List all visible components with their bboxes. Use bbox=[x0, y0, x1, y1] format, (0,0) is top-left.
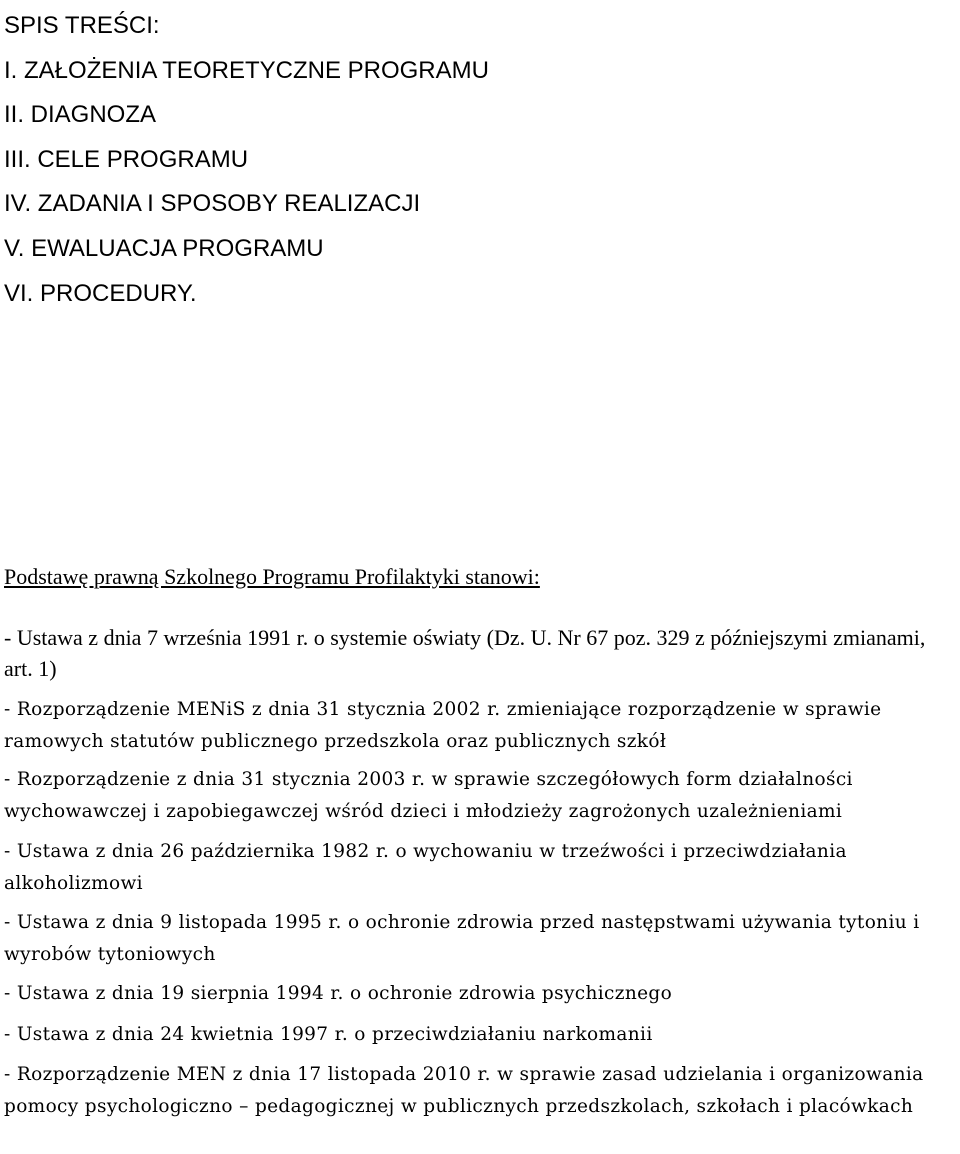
toc-item-2: II. DIAGNOZA bbox=[4, 101, 157, 129]
legal-entry-5: - Ustawa z dnia 9 listopada 1995 r. o ochronie zdrowia przed następstwami używania tytoniu i wyrobów tytoniowych bbox=[4, 912, 920, 965]
toc-title: SPIS TREŚCI: bbox=[4, 12, 160, 39]
toc-item-3: III. CELE PROGRAMU bbox=[4, 145, 249, 173]
legal-entry-2: - Rozporządzenie MENiS z dnia 31 stycznia 2002 r. zmieniające rozporządzenie w sprawie ramowych statutów publicznego przedszkola oraz publicznych szkół bbox=[4, 699, 882, 752]
legal-entry-4: - Ustawa z dnia 26 października 1982 r. o wychowaniu w trzeźwości i przeciwdziałania alkoholizmowi bbox=[4, 841, 847, 894]
toc-item-4: IV. ZADANIA I SPOSOBY REALIZACJI bbox=[4, 190, 421, 218]
legal-entry-6: - Ustawa z dnia 19 sierpnia 1994 r. o ochronie zdrowia psychicznego bbox=[4, 983, 673, 1004]
toc-item-6: VI. PROCEDURY. bbox=[4, 279, 197, 307]
toc-item-5: V. EWALUACJA PROGRAMU bbox=[4, 234, 324, 262]
table-of-contents bbox=[4, 4, 489, 316]
legal-basis-heading: Podstawę prawną Szkolnego Programu Profilaktyki stanowi: bbox=[4, 564, 540, 589]
legal-entry-7: - Ustawa z dnia 24 kwietnia 1997 r. o przeciwdziałaniu narkomanii bbox=[4, 1024, 653, 1045]
toc-item-1: I. ZAŁOŻENIA TEORETYCZNE PROGRAMU bbox=[4, 56, 489, 84]
legal-entry-3: - Rozporządzenie z dnia 31 stycznia 2003 r. w sprawie szczegółowych form działalności wychowawczej i zapobiegawczej wśród dzieci i młodzieży zagrożonych uzależnieniami bbox=[4, 769, 853, 822]
legal-entry-8: - Rozporządzenie MEN z dnia 17 listopada 2010 r. w sprawie zasad udzielania i organizowania pomocy psychologiczno – pedagogicznej w publicznych przedszkolach, szkołach i placówkach bbox=[4, 1064, 924, 1117]
legal-entry-1: - Ustawa z dnia 7 września 1991 r. o systemie oświaty (Dz. U. Nr 67 poz. 329 z późniejszymi zmianami, art. 1) bbox=[4, 625, 926, 681]
